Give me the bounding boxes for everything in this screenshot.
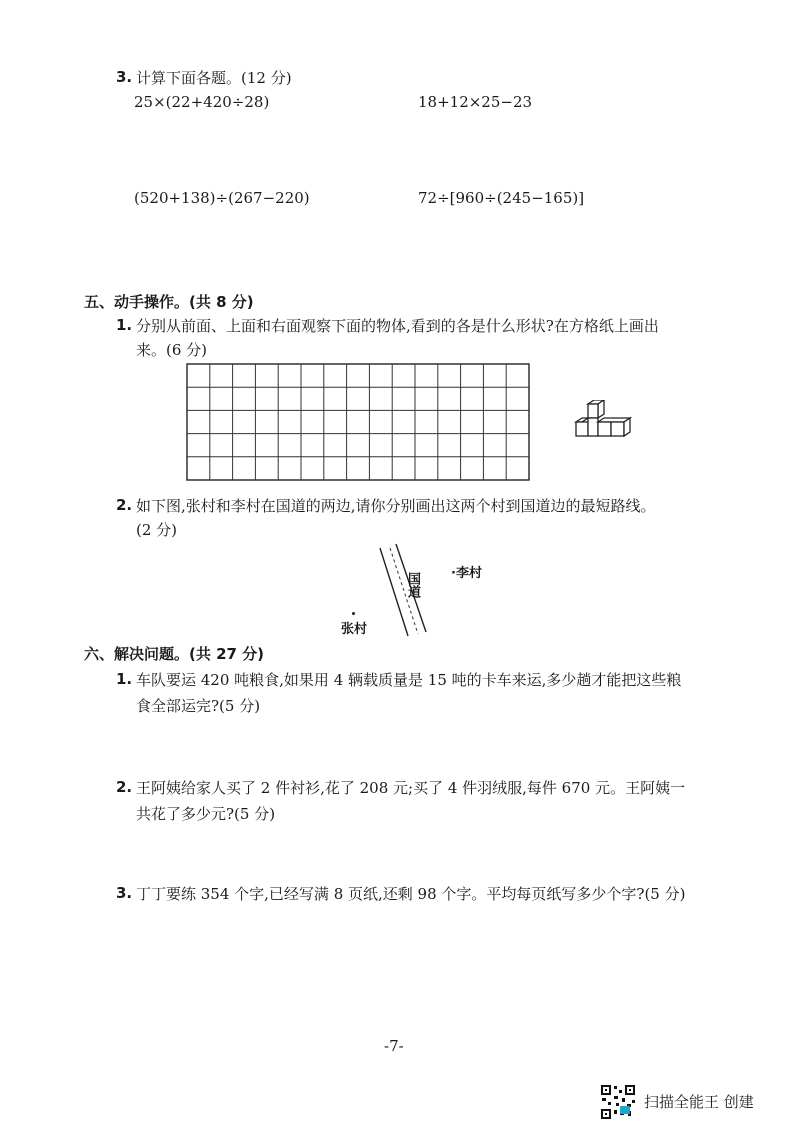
- question-number: 2.: [116, 778, 133, 796]
- village-dot: [352, 612, 355, 615]
- village-label-right: ·李村: [451, 566, 482, 581]
- question-text-line: 分别从前面、上面和右面观察下面的物体,看到的各是什么形状?在方格纸上画出: [136, 317, 659, 335]
- page-number: -7-: [384, 1037, 404, 1055]
- grid-paper[interactable]: [186, 363, 530, 485]
- question-text-line: 如下图,张村和李村在国道的两边,请你分别画出这两个村到国道边的最短路线。: [136, 497, 656, 515]
- question-text-line: 来。(6 分): [136, 341, 208, 359]
- section-title: 六、解决问题。(共 27 分): [84, 645, 265, 663]
- scanner-watermark: 扫描全能王 创建: [644, 1093, 754, 1111]
- question-number: 1.: [116, 316, 133, 334]
- village-label-left: 张村: [341, 622, 368, 637]
- question-title: 计算下面各题。(12 分): [136, 69, 292, 87]
- question-number: 3.: [116, 68, 133, 86]
- road-label: 国道: [405, 572, 420, 598]
- section-title: 五、动手操作。(共 8 分): [84, 293, 254, 311]
- question-number: 3.: [116, 884, 133, 902]
- qr-code-icon: [600, 1084, 636, 1120]
- question-text-line: 车队要运 420 吨粮食,如果用 4 辆载质量是 15 吨的卡车来运,多少趟才能把这些粮: [136, 671, 682, 689]
- question-text-line: (2 分): [136, 521, 178, 539]
- question-text-line: 丁丁要练 354 个字,已经写满 8 页纸,还剩 98 个字。平均每页纸写多少个字?(5 分): [136, 885, 686, 903]
- question-number: 2.: [116, 496, 133, 514]
- expression-2: 18+12×25−23: [418, 93, 533, 111]
- question-text-line: 食全部运完?(5 分): [136, 697, 261, 715]
- grid-lines: [186, 363, 530, 481]
- expression-4: 72÷[960÷(245−165)]: [418, 189, 585, 207]
- question-text-line: 共花了多少元?(5 分): [136, 805, 276, 823]
- cube-object: [572, 400, 642, 454]
- question-number: 1.: [116, 670, 133, 688]
- expression-1: 25×(22+420÷28): [134, 93, 270, 111]
- question-text-line: 王阿姨给家人买了 2 件衬衫,花了 208 元;买了 4 件羽绒服,每件 670 元。王阿姨一: [136, 779, 686, 797]
- expression-3: (520+138)÷(267−220): [134, 189, 310, 207]
